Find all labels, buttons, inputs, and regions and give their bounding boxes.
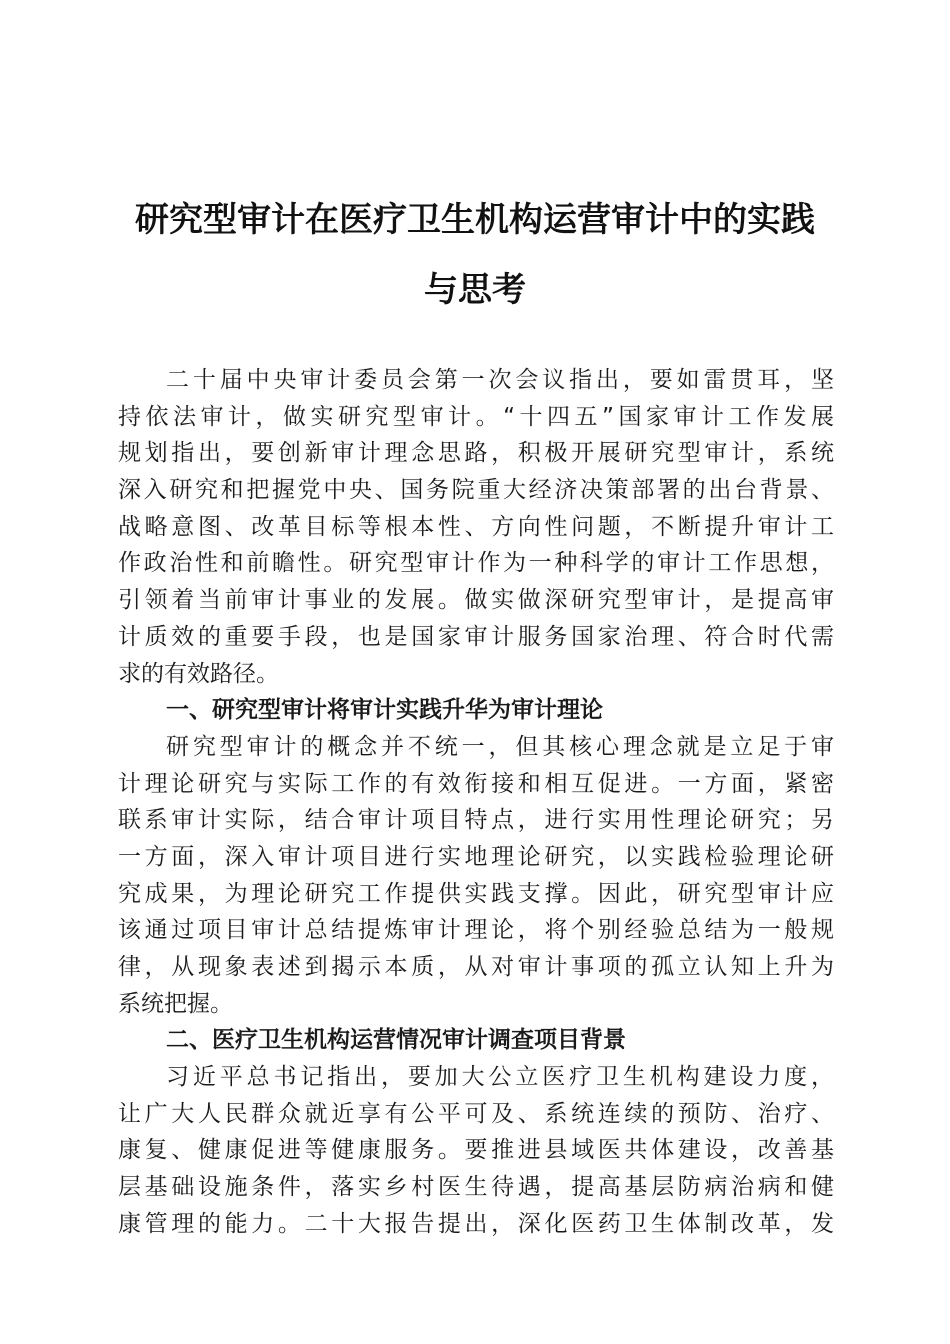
- body-line: 究成果，为理论研究工作提供实践支撑。因此，研究型审计应: [118, 880, 834, 907]
- body-line: 一方面，深入审计项目进行实地理论研究，以实践检验理论研: [118, 843, 834, 870]
- body-line: 律，从现象表述到揭示本质，从对审计事项的孤立认知上升为: [118, 954, 834, 980]
- body-line: 习近平总书记指出，要加大公立医疗卫生机构建设力度，: [166, 1064, 834, 1091]
- body-line: 二十届中央审计委员会第一次会议指出，要如雷贯耳，坚: [166, 367, 834, 393]
- body-line: 引领着当前审计事业的发展。做实做深研究型审计，是提高审: [118, 587, 834, 614]
- body-line: 规划指出，要创新审计理念思路，积极开展研究型审计，系统: [118, 440, 834, 467]
- body-line: 研究型审计的概念并不统一，但其核心理念就是立足于审: [166, 733, 834, 760]
- body-line: 康管理的能力。二十大报告提出，深化医药卫生体制改革，发: [118, 1210, 834, 1237]
- body-line: 让广大人民群众就近享有公平可及、系统连续的预防、治疗、: [118, 1100, 834, 1127]
- body-line: 层基础设施条件，落实乡村医生待遇，提高基层防病治病和健: [118, 1174, 834, 1201]
- body-line: 持依法审计，做实研究型审计。“十四五”国家审计工作发展: [118, 403, 834, 430]
- body-line: 战略意图、改革目标等根本性、方向性问题，不断提升审计工: [118, 513, 834, 540]
- body-line: 该通过项目审计总结提炼审计理论，将个别经验总结为一般规: [118, 917, 834, 944]
- body-line: 系统把握。: [118, 990, 233, 1017]
- body-line: 计理论研究与实际工作的有效衔接和相互促进。一方面，紧密: [118, 770, 834, 797]
- body-line: 求的有效路径。: [118, 660, 279, 687]
- document-body: [118, 362, 834, 1243]
- body-line: 康复、健康促进等健康服务。要推进县域医共体建设，改善基: [118, 1137, 834, 1164]
- body-line: 作政治性和前瞻性。研究型审计作为一种科学的审计工作思想，: [118, 550, 834, 577]
- document-title-line-1: 研究型审计在医疗卫生机构运营审计中的实践: [135, 200, 815, 240]
- body-line: 联系审计实际，结合审计项目特点，进行实用性理论研究；另: [118, 807, 834, 834]
- section-heading-1: 一、研究型审计将审计实践升华为审计理论: [166, 697, 603, 724]
- section-heading-2: 二、医疗卫生机构运营情况审计调查项目背景: [166, 1027, 626, 1054]
- body-line: 计质效的重要手段，也是国家审计服务国家治理、符合时代需: [118, 623, 834, 650]
- document-title-line-2: 与思考: [424, 270, 526, 310]
- body-line: 深入研究和把握党中央、国务院重大经济决策部署的出台背景、: [118, 477, 834, 504]
